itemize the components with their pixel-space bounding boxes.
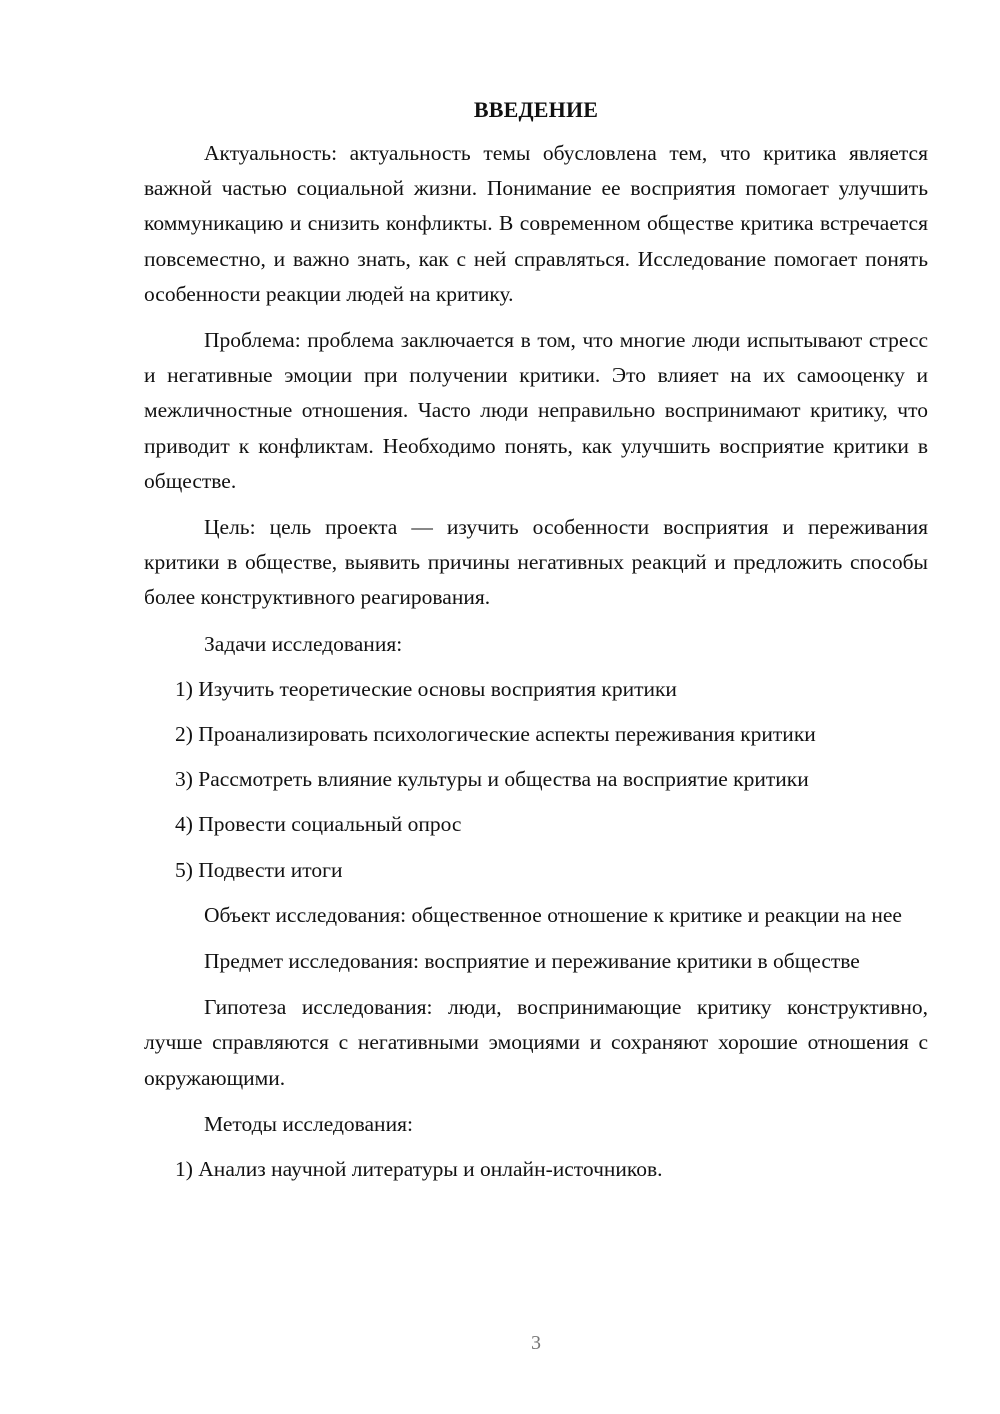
paragraph-object: Объект исследования: общественное отношение к критике и реакции на нее (204, 902, 902, 927)
paragraph-subject: Предмет исследования: восприятие и переживание критики в обществе (204, 949, 860, 974)
paragraph-problem: Проблема: проблема заключается в том, что многие люди испытывают стресс и негативные эмоции при получении критики. Это влияет на их самооценку и межличностные отношения. Часто люди неправильно воспринимают критику, что приводит к конфликтам. Необходимо понять, как улучшить восприятие критики в обществе. (144, 328, 928, 493)
paragraph-hypothesis: Гипотеза исследования: люди, воспринимающие критику конструктивно, лучше справляются с негативными эмоциями и сохраняют хорошие отношения с окружающими. (144, 995, 928, 1090)
task-item: 5) Подвести итоги (175, 857, 343, 882)
paragraph-relevance: Актуальность: актуальность темы обусловлена тем, что критика является важной частью социальной жизни. Понимание ее восприятия помогает улучшить коммуникацию и снизить конфликты. В современном обществе критика встречается повсеместно, и важно знать, как с ней справляться. Исследование помогает понять особенности реакции людей на критику. (144, 141, 928, 306)
methods-label: Методы исследования: (204, 1111, 413, 1136)
task-item: 4) Провести социальный опрос (175, 812, 462, 837)
task-item: 3) Рассмотреть влияние культуры и общества на восприятие критики (175, 767, 809, 792)
document-page (144, 92, 928, 1197)
section-title: ВВЕДЕНИЕ (473, 97, 599, 122)
task-item: 1) Изучить теоретические основы восприятия критики (175, 676, 677, 701)
method-item: 1) Анализ научной литературы и онлайн-источников. (175, 1157, 663, 1182)
paragraph-goal: Цель: цель проекта — изучить особенности восприятия и переживания критики в обществе, выявить причины негативных реакций и предложить способы более конструктивного реагирования. (144, 515, 928, 610)
tasks-label: Задачи исследования: (204, 631, 403, 656)
task-item: 2) Проанализировать психологические аспекты переживания критики (175, 722, 816, 747)
page-number: 3 (531, 1332, 541, 1354)
